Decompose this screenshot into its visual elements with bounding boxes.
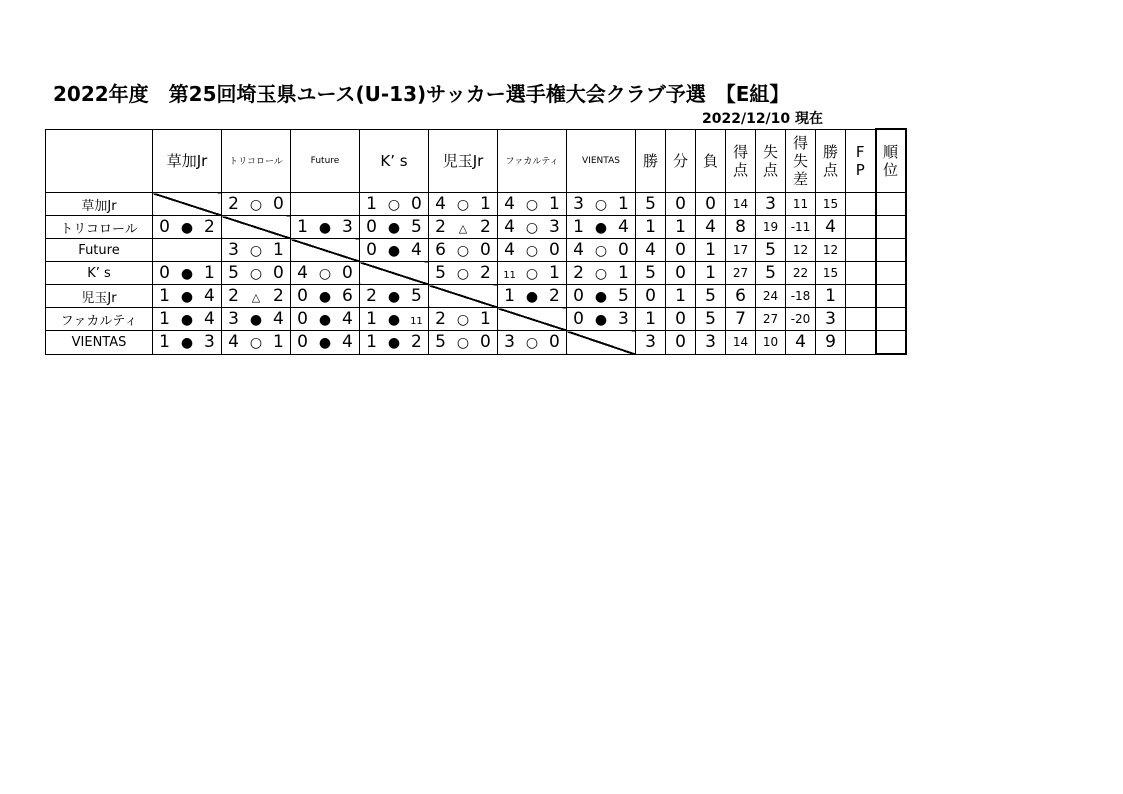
stat-cell: 11 (786, 193, 816, 216)
result-mark: ○ (249, 266, 263, 282)
match-result-cell (567, 216, 636, 239)
column-header-stat: F P (846, 129, 876, 193)
score-value: 0 (159, 263, 170, 283)
match-result-cell (153, 239, 222, 262)
score-value: 4 (504, 240, 515, 260)
stat-cell: 4 (636, 239, 666, 262)
score-value: 0 (366, 240, 377, 260)
score-value: 4 (573, 240, 584, 260)
result-mark: ● (594, 312, 608, 328)
stat-cell: 0 (666, 193, 696, 216)
stat-cell: 4 (816, 216, 846, 239)
result-mark: ● (180, 220, 194, 236)
score-value: 3 (228, 240, 239, 260)
diagonal-cell (153, 193, 222, 216)
stat-cell: 15 (816, 262, 846, 285)
score-value: 4 (342, 309, 353, 329)
stat-cell: 0 (666, 331, 696, 355)
row-team-name: 児玉Jr (46, 285, 153, 308)
match-result-cell (222, 331, 291, 355)
score-value: 2 (411, 332, 422, 353)
score-value: 0 (618, 240, 629, 260)
score-value: 5 (228, 263, 239, 283)
result-mark: ● (318, 312, 332, 328)
score-value: 3 (573, 194, 584, 214)
stat-cell: 5 (636, 262, 666, 285)
result-mark: ○ (456, 266, 470, 282)
score-value: 1 (204, 263, 215, 283)
score-value: 1 (366, 194, 377, 214)
stat-cell: 22 (786, 262, 816, 285)
match-result-cell (222, 308, 291, 331)
score-value: 1 (549, 194, 560, 214)
score-value: 1 (504, 286, 515, 306)
table-row (46, 262, 906, 285)
corner-cell (46, 129, 153, 193)
stat-cell: 1 (666, 285, 696, 308)
stat-cell: 3 (696, 331, 726, 355)
result-mark: ○ (594, 243, 608, 259)
stat-cell (876, 216, 906, 239)
score-value: 0 (297, 286, 308, 306)
result-mark: △ (458, 222, 468, 235)
column-header-team: ファカルティ (498, 129, 567, 193)
row-team-name: 草加Jr (46, 193, 153, 216)
score-value: 0 (273, 263, 284, 283)
stat-cell: 10 (756, 331, 786, 355)
match-result-cell (153, 216, 222, 239)
score-value: 2 (228, 286, 239, 306)
stat-cell: 0 (666, 308, 696, 331)
stat-cell: 4 (786, 331, 816, 355)
score-value: 3 (204, 332, 215, 353)
match-result-cell (360, 285, 429, 308)
match-result-cell (291, 331, 360, 355)
column-header-team: K’ s (360, 129, 429, 193)
stat-cell: 1 (816, 285, 846, 308)
score-value: 1 (159, 286, 170, 306)
column-header-stat: 順 位 (876, 129, 906, 193)
match-result-cell (429, 193, 498, 216)
result-mark: ● (525, 289, 539, 305)
result-mark: ○ (525, 220, 539, 236)
stat-cell: 27 (756, 308, 786, 331)
result-mark: ● (387, 335, 401, 352)
match-result-cell (567, 285, 636, 308)
score-value: 0 (549, 240, 560, 260)
stat-cell (846, 308, 876, 331)
column-header-stat: 分 (666, 129, 696, 193)
column-header-stat: 得 失 差 (786, 129, 816, 193)
stat-cell: 7 (726, 308, 756, 331)
score-value: 1 (273, 240, 284, 260)
score-value: 2 (435, 309, 446, 329)
diagonal-cell (429, 285, 498, 308)
match-result-cell (498, 193, 567, 216)
match-result-cell (291, 308, 360, 331)
stat-cell: 5 (696, 285, 726, 308)
score-value: 5 (411, 217, 422, 237)
score-value: 0 (297, 332, 308, 353)
score-value: 4 (618, 217, 629, 237)
stat-cell: 3 (756, 193, 786, 216)
result-mark: ● (318, 289, 332, 305)
stat-cell: 17 (726, 239, 756, 262)
result-mark: ● (180, 289, 194, 305)
stat-cell: 3 (636, 331, 666, 355)
stat-cell: 15 (816, 193, 846, 216)
stat-cell: 5 (756, 239, 786, 262)
score-value: 0 (411, 194, 422, 214)
stat-cell: 9 (816, 331, 846, 355)
table-row (46, 239, 906, 262)
date-label: 2022/12/10 現在 (702, 111, 824, 127)
diagonal-cell (360, 262, 429, 285)
match-result-cell (291, 285, 360, 308)
row-team-name: ファカルティ (46, 308, 153, 331)
score-value: 2 (480, 263, 491, 283)
score-value: 1 (297, 217, 308, 237)
stat-cell: 4 (696, 216, 726, 239)
match-result-cell (567, 193, 636, 216)
stat-cell: 1 (696, 239, 726, 262)
match-result-cell (222, 262, 291, 285)
stat-cell (846, 262, 876, 285)
stat-cell (876, 285, 906, 308)
stat-cell: 12 (786, 239, 816, 262)
score-value: 2 (435, 217, 446, 237)
result-mark: ○ (525, 266, 539, 282)
stat-cell (846, 285, 876, 308)
score-value: 1 (273, 332, 284, 353)
score-value: 4 (504, 217, 515, 237)
result-mark: ○ (525, 243, 539, 259)
column-header-stat: 得 点 (726, 129, 756, 193)
match-result-cell (429, 308, 498, 331)
score-value: 1 (480, 309, 491, 329)
match-result-cell (498, 262, 567, 285)
diagonal-cell (222, 216, 291, 239)
score-value: 2 (204, 217, 215, 237)
match-result-cell (498, 239, 567, 262)
table-row (46, 285, 906, 308)
score-value: 0 (573, 286, 584, 306)
column-header-team: 草加Jr (153, 129, 222, 193)
score-value: 4 (297, 263, 308, 283)
stat-cell (846, 239, 876, 262)
score-value: 0 (159, 217, 170, 237)
result-mark: ● (318, 335, 332, 352)
match-result-cell (291, 262, 360, 285)
score-value: 1 (159, 332, 170, 353)
stat-cell: -18 (786, 285, 816, 308)
table-row (46, 331, 906, 355)
column-header-team: VIENTAS (567, 129, 636, 193)
row-team-name: K’ s (46, 262, 153, 285)
match-result-cell (291, 193, 360, 216)
score-value: 5 (618, 286, 629, 306)
diagonal-cell (291, 239, 360, 262)
stat-cell (846, 331, 876, 355)
score-value: 0 (297, 309, 308, 329)
result-mark: ● (387, 220, 401, 236)
score-value: 1 (159, 309, 170, 329)
table-row (46, 308, 906, 331)
stat-cell: 6 (726, 285, 756, 308)
result-mark: ● (180, 266, 194, 282)
table-row (46, 193, 906, 216)
stat-cell (876, 262, 906, 285)
column-header-team: 児玉Jr (429, 129, 498, 193)
column-header-stat: 失 点 (756, 129, 786, 193)
match-result-cell (153, 308, 222, 331)
stat-cell (846, 216, 876, 239)
stat-cell (876, 308, 906, 331)
score-value: 6 (435, 240, 446, 260)
score-value: 3 (342, 217, 353, 237)
stat-cell: -11 (786, 216, 816, 239)
score-value: 4 (204, 286, 215, 306)
stat-cell: 0 (666, 262, 696, 285)
match-result-cell (429, 262, 498, 285)
score-value: 2 (228, 194, 239, 214)
stat-cell: 3 (816, 308, 846, 331)
match-result-cell (291, 216, 360, 239)
match-result-cell (498, 216, 567, 239)
diagonal-cell (498, 308, 567, 331)
result-mark: ○ (456, 243, 470, 259)
score-value: 4 (411, 240, 422, 260)
match-result-cell (360, 308, 429, 331)
score-value: 3 (618, 309, 629, 329)
match-result-cell (360, 216, 429, 239)
result-mark: ● (180, 312, 194, 328)
match-result-cell (360, 193, 429, 216)
score-value: 0 (480, 240, 491, 260)
column-header-stat: 負 (696, 129, 726, 193)
result-mark: ● (387, 243, 401, 259)
score-value: 1 (366, 332, 377, 353)
match-result-cell (360, 331, 429, 355)
result-mark: ○ (456, 197, 470, 213)
match-result-cell (498, 331, 567, 355)
match-result-cell (222, 239, 291, 262)
stat-cell: 5 (696, 308, 726, 331)
stat-cell: 1 (636, 308, 666, 331)
column-header-team: Future (291, 129, 360, 193)
row-team-name: VIENTAS (46, 331, 153, 355)
result-mark: ○ (318, 266, 332, 282)
score-value: 0 (273, 194, 284, 214)
row-team-name: トリコロール (46, 216, 153, 239)
diagonal-cell (567, 331, 636, 355)
match-result-cell (567, 239, 636, 262)
column-header-team: トリコロール (222, 129, 291, 193)
score-value: 1 (618, 263, 629, 283)
result-mark: ○ (456, 312, 470, 328)
match-result-cell (429, 216, 498, 239)
score-value: 4 (504, 194, 515, 214)
stat-cell (876, 239, 906, 262)
stat-cell: 19 (756, 216, 786, 239)
score-value: 4 (204, 309, 215, 329)
score-value: 3 (228, 309, 239, 329)
match-result-cell (429, 239, 498, 262)
column-header-stat: 勝 (636, 129, 666, 193)
stat-cell (876, 331, 906, 355)
result-mark: ○ (456, 335, 470, 352)
stat-cell: 14 (726, 193, 756, 216)
result-mark: ● (387, 289, 401, 305)
score-value: 5 (435, 263, 446, 283)
result-mark: △ (251, 291, 261, 304)
stat-cell: 8 (726, 216, 756, 239)
score-value: 3 (504, 332, 515, 353)
match-result-cell (153, 262, 222, 285)
score-value: 0 (549, 332, 560, 353)
result-mark: ● (594, 220, 608, 236)
score-value: 4 (273, 309, 284, 329)
score-value: 1 (573, 217, 584, 237)
match-result-cell (498, 285, 567, 308)
stat-cell: 27 (726, 262, 756, 285)
stat-cell (876, 193, 906, 216)
result-mark: ○ (249, 243, 263, 259)
stat-cell (846, 193, 876, 216)
page-title: 2022年度 第25回埼玉県ユース(U-13)サッカー選手権大会クラブ予選 【E組】 (53, 82, 790, 106)
score-value: 2 (480, 217, 491, 237)
score-value: 0 (480, 332, 491, 353)
result-mark: ● (387, 312, 401, 328)
header-row (46, 129, 906, 193)
score-value: 11 (503, 270, 516, 281)
result-mark: ○ (525, 197, 539, 213)
match-result-cell (360, 239, 429, 262)
match-result-cell (567, 262, 636, 285)
match-result-cell (222, 285, 291, 308)
match-result-cell (567, 308, 636, 331)
score-value: 4 (435, 194, 446, 214)
stat-cell: 5 (636, 193, 666, 216)
score-value: 2 (573, 263, 584, 283)
stat-cell: 0 (666, 239, 696, 262)
result-mark: ● (249, 312, 263, 328)
table-row (46, 216, 906, 239)
stat-cell: 1 (696, 262, 726, 285)
score-value: 0 (366, 217, 377, 237)
stat-cell: 14 (726, 331, 756, 355)
result-mark: ● (180, 335, 194, 352)
score-value: 4 (228, 332, 239, 353)
result-mark: ○ (249, 335, 263, 352)
stat-cell: 12 (816, 239, 846, 262)
match-result-cell (153, 285, 222, 308)
result-mark: ● (594, 289, 608, 305)
match-result-cell (153, 331, 222, 355)
score-value: 6 (342, 286, 353, 306)
score-value: 1 (480, 194, 491, 214)
score-value: 1 (618, 194, 629, 214)
result-mark: ● (318, 220, 332, 236)
score-value: 4 (342, 332, 353, 353)
result-mark: ○ (594, 197, 608, 213)
result-mark: ○ (249, 197, 263, 213)
stat-cell: 5 (756, 262, 786, 285)
result-mark: ○ (387, 197, 401, 213)
score-value: 5 (435, 332, 446, 353)
stat-cell: -20 (786, 308, 816, 331)
score-value: 1 (549, 263, 560, 283)
score-value: 0 (342, 263, 353, 283)
standings-table (45, 128, 907, 355)
score-value: 1 (366, 309, 377, 329)
score-value: 5 (411, 286, 422, 306)
stat-cell: 1 (636, 216, 666, 239)
score-value: 2 (273, 286, 284, 306)
row-team-name: Future (46, 239, 153, 262)
stat-cell: 0 (696, 193, 726, 216)
score-value: 0 (573, 309, 584, 329)
result-mark: ○ (594, 266, 608, 282)
match-result-cell (429, 331, 498, 355)
score-value: 2 (549, 286, 560, 306)
stat-cell: 1 (666, 216, 696, 239)
stat-cell: 24 (756, 285, 786, 308)
score-value: 3 (549, 217, 560, 237)
match-result-cell (222, 193, 291, 216)
score-value: 11 (410, 316, 423, 327)
score-value: 2 (366, 286, 377, 306)
column-header-stat: 勝 点 (816, 129, 846, 193)
result-mark: ○ (525, 335, 539, 352)
stat-cell: 0 (636, 285, 666, 308)
